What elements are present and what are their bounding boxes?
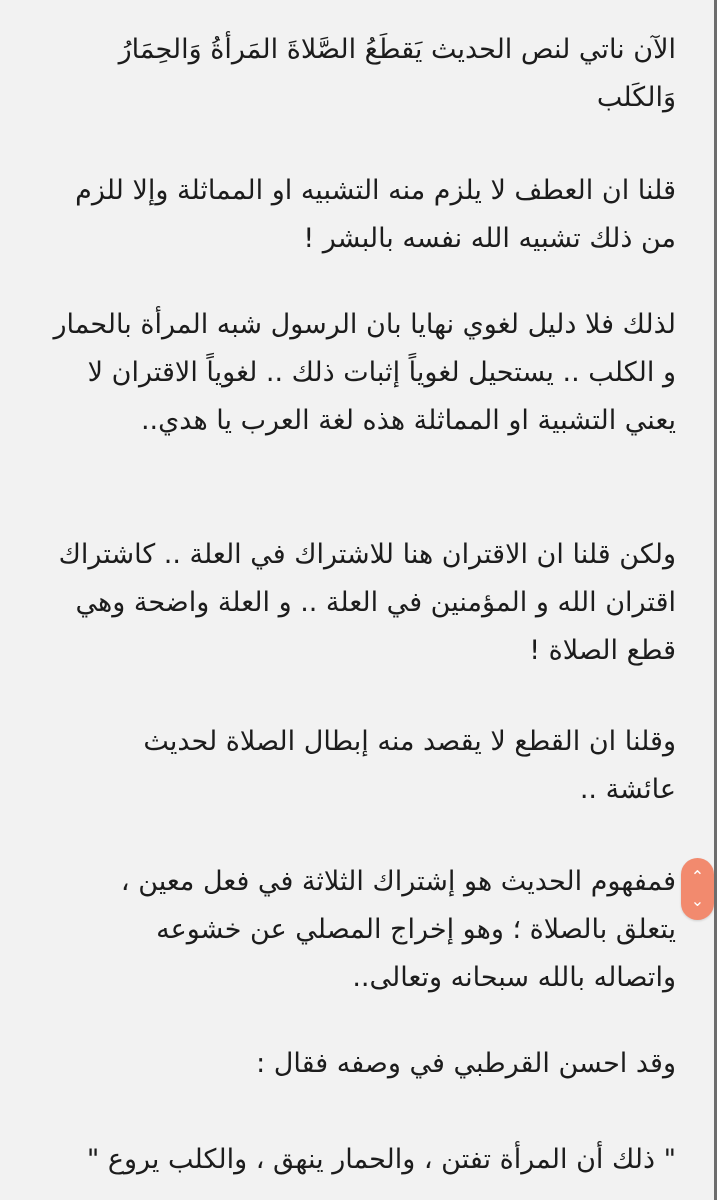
paragraph-7 <box>28 1040 676 1088</box>
paragraph-line: اقتران الله و المؤمنين في العلة .. و العلة واضحة وهي <box>75 587 676 618</box>
paragraph-line: لذلك فلا دليل لغوي نهايا بان الرسول شبه المرأة بالحمار <box>53 309 676 340</box>
paragraph-line: ولكن قلنا ان الاقتران هنا للاشتراك في العلة .. كاشتراك <box>58 539 676 570</box>
paragraph-1 <box>28 26 676 122</box>
paragraph-line: من ذلك تشبيه الله نفسه بالبشر ! <box>303 223 676 254</box>
paragraph-line: وقد احسن القرطبي في وصفه فقال : <box>256 1048 676 1079</box>
paragraph-2 <box>28 167 676 263</box>
paragraph-line: قلنا ان العطف لا يلزم منه التشبيه او المماثلة وإلا للزم <box>75 175 676 206</box>
chevron-up-icon[interactable]: ⌃ <box>690 867 705 886</box>
paragraph-line: عائشة .. <box>579 774 676 805</box>
chevron-down-icon[interactable]: ⌄ <box>690 891 705 910</box>
paragraph-6 <box>28 858 676 1002</box>
paragraph-line: واتصاله بالله سبحانه وتعالى.. <box>352 962 676 993</box>
paragraph-line: الآن ناتي لنص الحديث يَقطَعُ الصَّلاةَ المَرأةُ وَالحِمَارُ <box>118 34 676 65</box>
paragraph-4 <box>28 531 676 675</box>
paragraph-line: وَالكَلب <box>596 82 676 113</box>
paragraph-line: فمفهوم الحديث هو إشتراك الثلاثة في فعل معين ، <box>120 866 676 897</box>
paragraph-line: يعني التشبية او المماثلة هذه لغة العرب يا هدي.. <box>140 405 676 436</box>
paragraph-8 <box>28 1136 676 1184</box>
paragraph-line: " ذلك أن المرأة تفتن ، والحمار ينهق ، والكلب يروع " <box>86 1144 676 1175</box>
paragraph-5 <box>28 718 676 814</box>
paragraph-line: وقلنا ان القطع لا يقصد منه إبطال الصلاة لحديث <box>143 726 676 757</box>
paragraph-line: قطع الصلاة ! <box>529 635 676 666</box>
paragraph-line: يتعلق بالصلاة ؛ وهو إخراج المصلي عن خشوعه <box>156 914 676 945</box>
paragraph-line: و الكلب .. يستحيل لغوياً إثبات ذلك .. لغوياً الاقتران لا <box>87 357 676 388</box>
paragraph-3 <box>28 301 676 445</box>
scroll-navigation-control[interactable] <box>681 858 714 920</box>
